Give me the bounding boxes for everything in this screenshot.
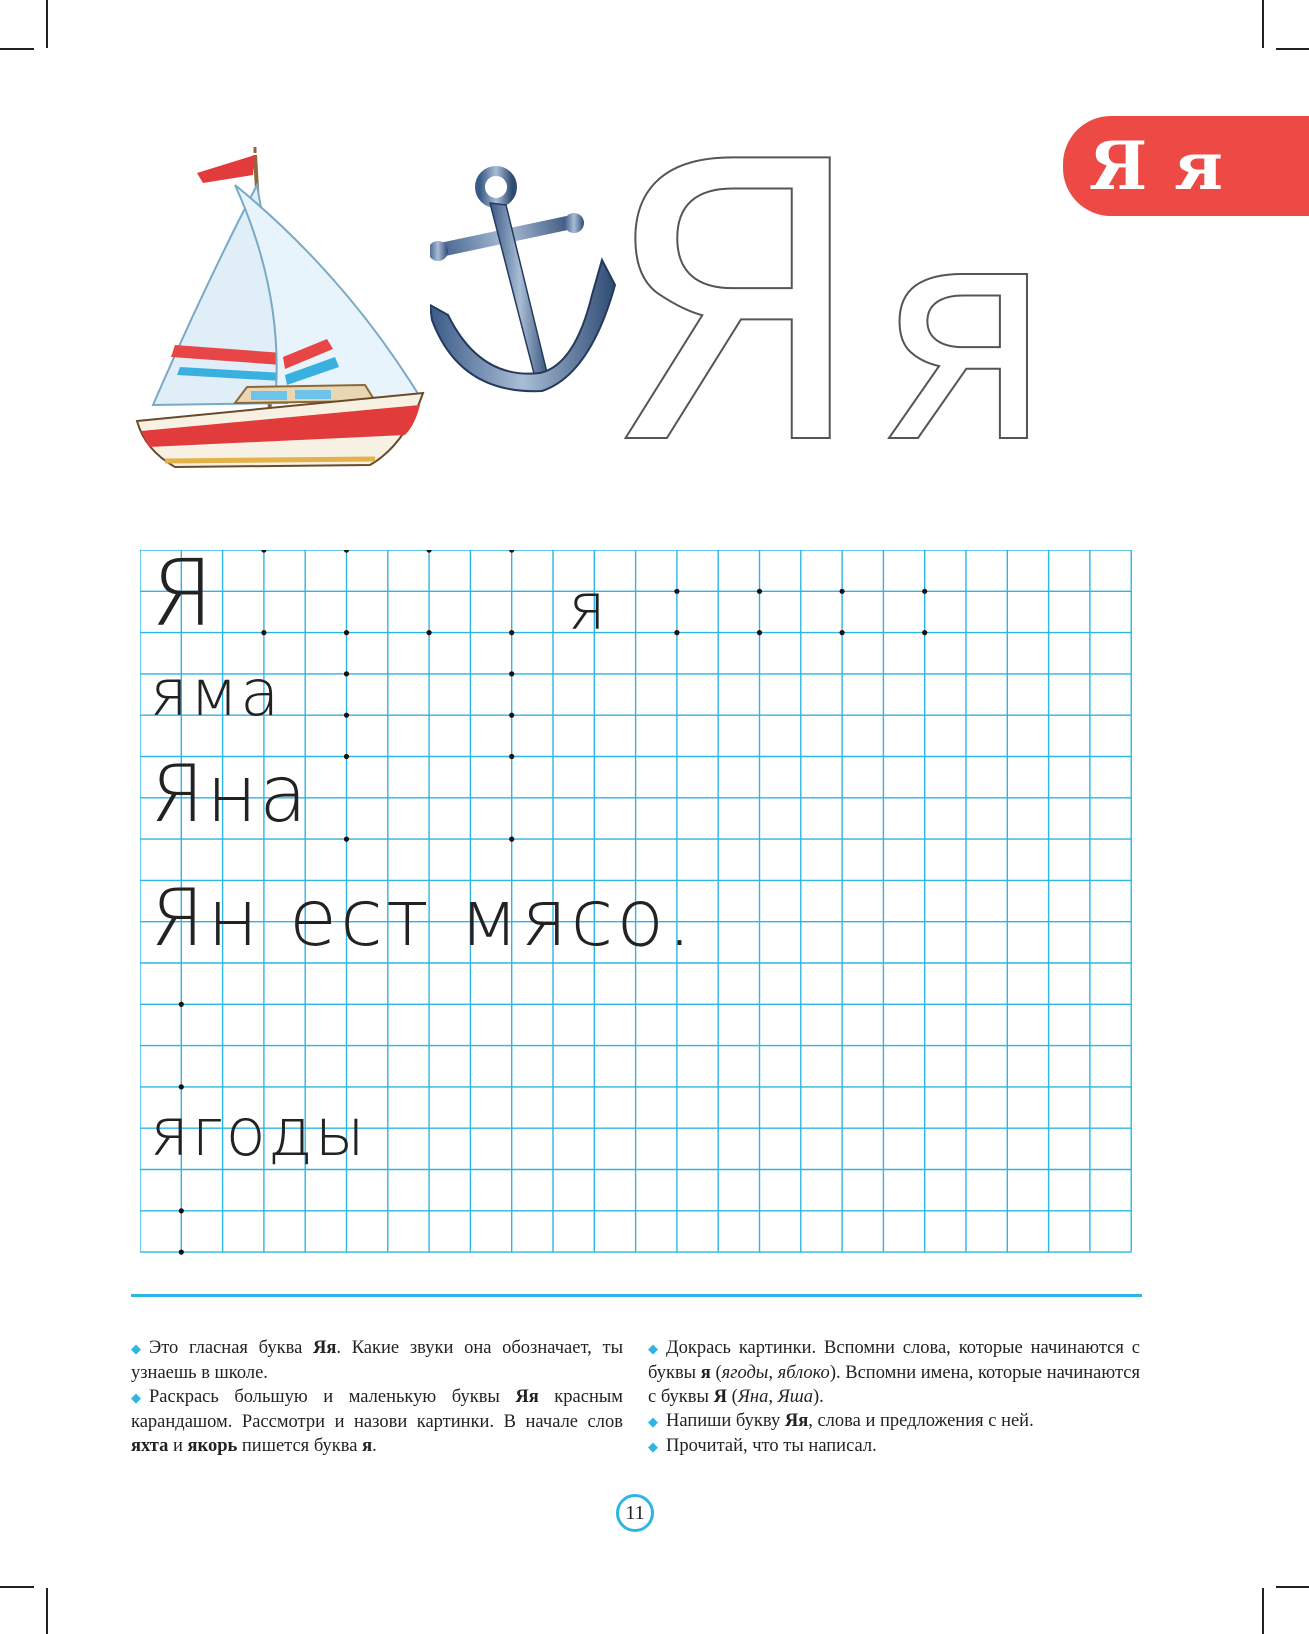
outlined-letters	[600, 120, 1120, 450]
guide-dot	[179, 1250, 184, 1255]
guide-dot	[509, 550, 514, 553]
guide-dot	[509, 713, 514, 718]
guide-dot	[757, 589, 762, 594]
crop-mark	[1262, 1588, 1264, 1634]
bullet-icon: ◆	[648, 1439, 658, 1454]
guide-dot	[179, 1002, 184, 1007]
guide-dot	[509, 754, 514, 759]
guide-dot	[344, 671, 349, 676]
section-divider	[131, 1294, 1142, 1297]
guide-dot	[261, 630, 266, 635]
guide-dot	[344, 713, 349, 718]
crop-mark	[1262, 0, 1264, 48]
guide-dot	[344, 630, 349, 635]
guide-dot	[840, 589, 845, 594]
instruction-item: ◆ Докрась картинки. Вспомни слова, которые начинаются с буквы я (ягоды, яблоко). Вспомни имена, которые начинаются с буквы Я (Яна, Яша).	[648, 1338, 1140, 1407]
bullet-icon: ◆	[648, 1414, 658, 1429]
crop-mark	[0, 48, 34, 50]
letter-badge: Я я	[1063, 116, 1309, 216]
guide-dot	[757, 630, 762, 635]
hero-upper-letter: Я	[600, 120, 868, 450]
guide-dot	[674, 589, 679, 594]
instruction-item: ◆ Раскрась большую и маленькую буквы Яя красным карандашом. Рассмотри и назови картинки. В начале слов яхта и якорь пишется буква я.	[131, 1387, 623, 1456]
crop-mark	[1276, 48, 1309, 50]
instruction-item: ◆ Это гласная буква Яя. Какие звуки она обозначает, ты узнаешь в школе.	[131, 1338, 623, 1383]
guide-dot	[179, 1208, 184, 1213]
guide-dot	[509, 837, 514, 842]
guide-dot	[344, 754, 349, 759]
writing-grid	[140, 540, 1133, 1255]
exercise-row3: Яна	[150, 750, 309, 840]
hero-lower-letter: я	[872, 160, 1053, 450]
exercise-row1-upper: Я	[150, 540, 216, 647]
guide-dot	[509, 671, 514, 676]
guide-dot	[179, 1084, 184, 1089]
instruction-item: ◆ Напиши букву Яя, слова и предложения с ней.	[648, 1409, 1140, 1434]
crop-mark	[0, 1586, 34, 1588]
exercise-row1-lower: я	[568, 571, 608, 645]
exercise-row2: яма	[150, 657, 282, 731]
crop-mark	[1276, 1586, 1309, 1588]
exercise-row5: ягоды	[150, 1094, 368, 1171]
instructions-left	[131, 1336, 623, 1458]
guide-dot	[427, 630, 432, 635]
bullet-icon: ◆	[131, 1341, 141, 1356]
guide-dot	[922, 589, 927, 594]
guide-dot	[344, 837, 349, 842]
sailboat-illustration	[135, 135, 445, 495]
guide-dot	[427, 550, 432, 553]
guide-dot	[840, 630, 845, 635]
bullet-icon: ◆	[131, 1390, 141, 1405]
instruction-item: ◆ Прочитай, что ты написал.	[648, 1434, 1140, 1459]
bullet-icon: ◆	[648, 1341, 658, 1356]
guide-dot	[261, 550, 266, 553]
exercise-row4: Ян ест мясо.	[150, 874, 695, 964]
crop-mark	[46, 1588, 48, 1634]
instructions-right	[648, 1336, 1140, 1459]
guide-dot	[674, 630, 679, 635]
page-number: 11	[616, 1494, 654, 1532]
guide-dot	[922, 630, 927, 635]
guide-dot	[344, 550, 349, 553]
crop-mark	[46, 0, 48, 48]
guide-dot	[509, 630, 514, 635]
